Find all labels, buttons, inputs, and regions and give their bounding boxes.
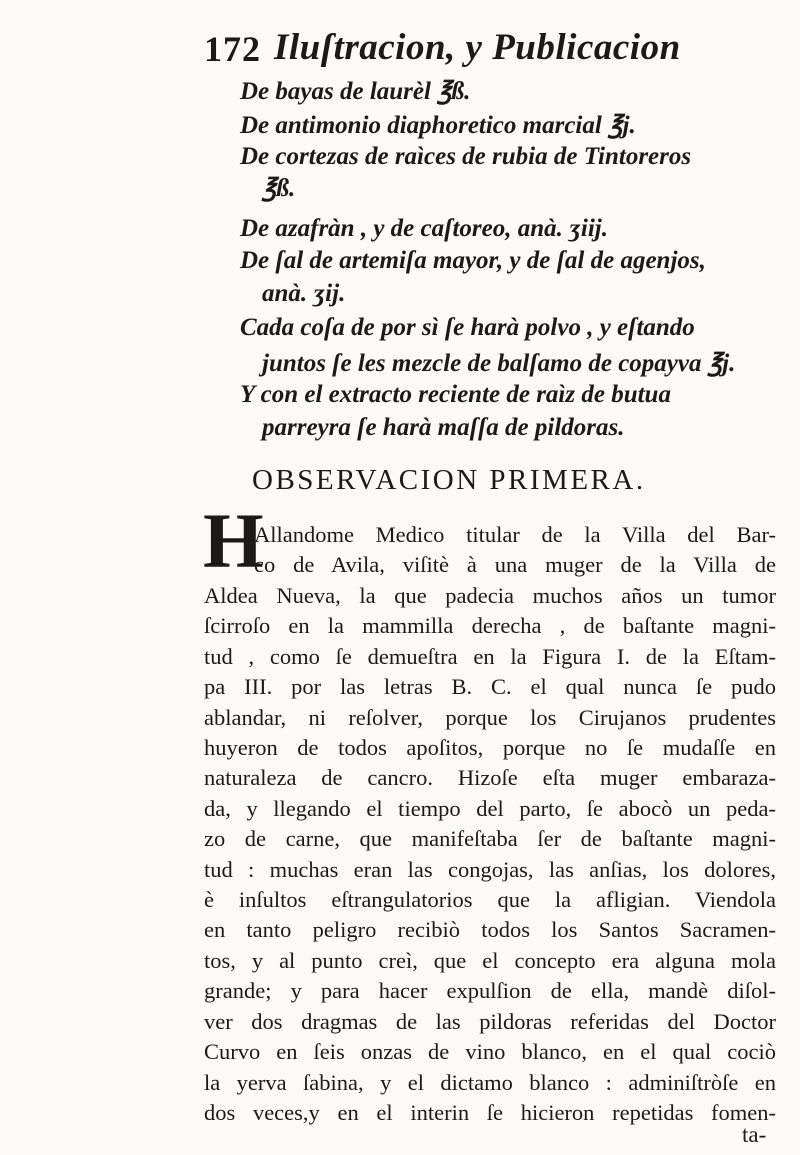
recipe-line: De azafràn , y de caſtoreo, anà. ʒiij. <box>240 215 608 242</box>
body-line: è inſultos eſtrangulatorios que la afligian. Viendola <box>204 887 776 912</box>
body-line: ver dos dragmas de las pildoras referidas del Doctor <box>204 1009 776 1034</box>
recipe-line: De antimonio diaphoretico marcial ℥j. <box>240 112 636 139</box>
body-line: huyeron de todos apoſitos, porque no ſe mudaſſe en <box>204 735 776 760</box>
body-line: pa III. por las letras B. C. el qual nunca ſe pudo <box>204 674 776 699</box>
body-line: tos, y al punto creì, que el concepto era alguna mola <box>204 948 776 973</box>
body-line: Aldea Nueva, la que padecia muchos años un tumor <box>204 583 776 608</box>
recipe-line: juntos ſe les mezcle de balſamo de copayva ℥j. <box>262 350 736 377</box>
body-line: da, y llegando el tiempo del parto, ſe abocò un peda- <box>204 796 776 821</box>
recipe-line: ℥ß. <box>262 175 296 202</box>
body-line: ſcirroſo en la mammilla derecha , de baſtante magni- <box>204 613 776 638</box>
body-line: naturaleza de cancro. Hizoſe eſta muger embaraza- <box>204 765 776 790</box>
recipe-line: Cada coſa de por sì ſe harà polvo , y eſtando <box>240 314 695 341</box>
body-line: Allandome Medico titular de la Villa del Bar- <box>254 522 776 547</box>
body-line: ablandar, ni reſolver, porque los Cirujanos prudentes <box>204 705 776 730</box>
catchword: ta- <box>742 1122 767 1147</box>
recipe-line: De cortezas de raìces de rubia de Tintoreros <box>240 143 692 170</box>
recipe-line: anà. ʒij. <box>262 280 346 307</box>
body-line: tud , como ſe demueſtra en la Figura I. de la Eſtam- <box>204 644 776 669</box>
body-line: zo de carne, que manifeſtaba ſer de baſtante magni- <box>204 826 776 851</box>
running-head: Iluſtracion, y Publicacion <box>274 27 681 68</box>
recipe-line: De ſal de artemiſa mayor, y de ſal de agenjos, <box>240 247 706 274</box>
body-line: grande; y para hacer expulſion de ella, mandè diſol- <box>204 978 776 1003</box>
body-line: Curvo en ſeis onzas de vino blanco, en el qual cociò <box>204 1039 776 1064</box>
body-line: dos veces,y en el interin ſe hicieron repetidas fomen- <box>204 1100 776 1125</box>
body-line: tud : muchas eran las congojas, las anſias, los dolores, <box>204 857 776 882</box>
recipe-line: parreyra ſe harà maſſa de pildoras. <box>262 414 625 441</box>
drop-cap: H <box>203 497 264 584</box>
section-title: OBSERVACION PRIMERA. <box>252 464 646 496</box>
body-line: en tanto peligro recibiò todos los Santos Sacramen- <box>204 917 776 942</box>
body-line: co de Avila, viſitè à una muger de la Villa de <box>254 552 776 577</box>
body-line: la yerva ſabina, y el dictamo blanco : adminiſtròſe en <box>204 1070 776 1095</box>
page-number: 172 <box>204 29 261 69</box>
recipe-line: De bayas de laurèl ℥ß. <box>240 78 471 105</box>
recipe-line: Y con el extracto reciente de raìz de butua <box>240 381 671 408</box>
